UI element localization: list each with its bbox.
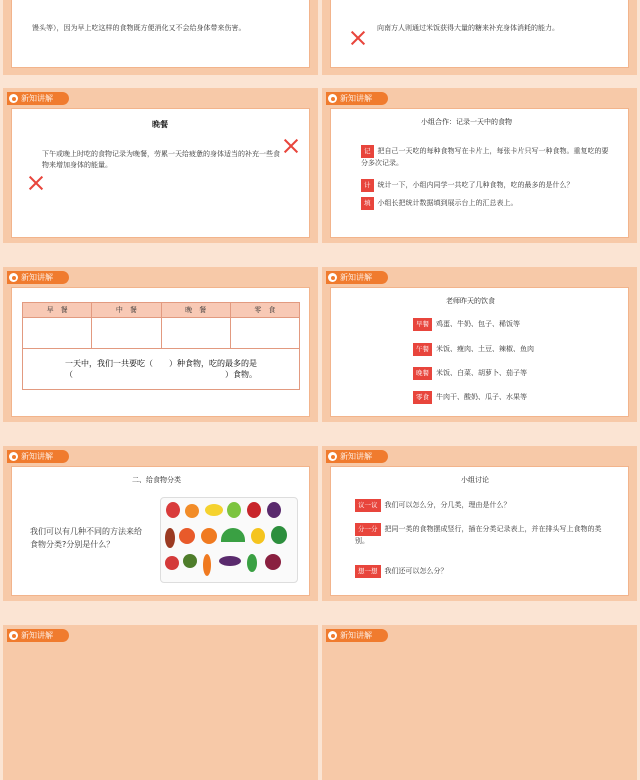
- section-header: 新知讲解: [326, 450, 388, 463]
- meal-question: 一天中，我们一共要吃（ ）种食物，吃的最多的是（ ）食物。: [23, 349, 300, 390]
- fruit-icon: [247, 554, 257, 572]
- fruit-icon: [267, 502, 281, 518]
- slide-teacher-diet: [322, 267, 637, 422]
- header-dot-icon: [328, 631, 337, 640]
- meal-header: 早 餐: [23, 303, 92, 318]
- decor-icon: [27, 174, 45, 192]
- section-header: 新知讲解: [326, 629, 388, 642]
- header-dot-icon: [9, 631, 18, 640]
- slide-bottom-left: [3, 625, 318, 780]
- discuss-item: 想一想 我们还可以怎么分？: [355, 565, 610, 578]
- section-header: 新知讲解: [7, 271, 69, 284]
- fruit-icon: [203, 554, 211, 576]
- section-header: 新知讲解: [326, 92, 388, 105]
- fruit-icon: [185, 504, 199, 518]
- fruit-icon: [165, 556, 179, 570]
- slide-top-left: [3, 0, 318, 75]
- group-title: 小组合作：记录一天中的食物: [421, 118, 512, 126]
- fruit-icon: [265, 554, 281, 570]
- header-dot-icon: [9, 273, 18, 282]
- slide-bottom-right: [322, 625, 637, 780]
- slide-classify: [3, 446, 318, 601]
- meal-header: 晚 餐: [161, 303, 230, 318]
- header-dot-icon: [328, 452, 337, 461]
- decor-icon: [349, 29, 367, 47]
- diet-row: 晚餐 米饭、白菜、胡萝卜、茄子等: [413, 367, 527, 380]
- section-header: 新知讲解: [326, 271, 388, 284]
- meal-cell: [161, 318, 230, 349]
- header-dot-icon: [9, 452, 18, 461]
- fruit-icon: [165, 528, 175, 548]
- fruit-icon: [271, 526, 287, 544]
- dinner-body: 下午或晚上时吃的食物记录为晚餐，劳累一天给疲惫的身体适当的补充一些食物来增加身体的能量。: [42, 150, 280, 169]
- discuss-title: 小组讨论: [461, 476, 489, 484]
- fruit-icon: [247, 502, 261, 518]
- section-header: 新知讲解: [7, 450, 69, 463]
- teacher-title: 老师昨天的饮食: [446, 297, 495, 305]
- fruit-icon: [221, 528, 245, 542]
- decor-icon: [282, 137, 300, 155]
- diet-row: 早餐 鸡蛋、牛奶、包子、稀饭等: [413, 318, 520, 331]
- fruit-icon: [179, 528, 195, 544]
- fruit-icon: [183, 554, 197, 568]
- section-header: 新知讲解: [7, 92, 69, 105]
- discuss-item: 议一议 我们可以怎么分，分几类，理由是什么？: [355, 499, 610, 512]
- fruit-icon: [205, 504, 223, 516]
- vegetables-image: [160, 497, 298, 583]
- meal-header: 中 餐: [92, 303, 161, 318]
- diet-row: 午餐 米饭、瘦肉、土豆、辣椒、鱼肉: [413, 343, 534, 356]
- fruit-icon: [166, 502, 180, 518]
- group-item: 记 把自己一天吃的每种食物写在卡片上，每张卡片只写一种食物。重复吃的要分多次记录。: [361, 147, 609, 167]
- meal-header: 零 食: [230, 303, 299, 318]
- fruit-icon: [251, 528, 265, 544]
- meal-cell: [92, 318, 161, 349]
- discuss-item: 分一分 把同一类的食物摆成竖行，插在分类记录表上，并在排头写上食物的类别。: [355, 525, 602, 545]
- header-dot-icon: [9, 94, 18, 103]
- top-left-text: 馒头等），因为早上吃这样的食物既方便消化又不会给身体带来伤害。: [32, 24, 246, 32]
- meal-cell: [23, 318, 92, 349]
- meal-cell: [230, 318, 299, 349]
- classify-title: 二、给食物分类: [132, 476, 181, 484]
- meal-table: [22, 302, 300, 390]
- slide-group-work: [322, 88, 637, 243]
- slide-discuss: [322, 446, 637, 601]
- group-item: 填 小组长把统计数据填到展示台上的汇总表上。: [361, 197, 611, 210]
- slide-table: [3, 267, 318, 422]
- slide-dinner: [3, 88, 318, 243]
- fruit-icon: [219, 556, 241, 566]
- classify-question: 我们可以有几种不同的方法来给食物分类?分别是什么？: [30, 527, 142, 549]
- section-header: 新知讲解: [7, 629, 69, 642]
- header-dot-icon: [328, 273, 337, 282]
- fruit-icon: [227, 502, 241, 518]
- top-right-text: 向南方人则通过米饭获得大量的糖来补充身体消耗的能力。: [377, 24, 559, 32]
- header-dot-icon: [328, 94, 337, 103]
- group-item: 计 统计一下，小组内同学一共吃了几种食物，吃的最多的是什么？: [361, 179, 611, 192]
- slide-top-right: [322, 0, 637, 75]
- diet-row: 零食 牛肉干、酸奶、瓜子、水果等: [413, 391, 527, 404]
- dinner-title: 晚餐: [152, 120, 168, 129]
- fruit-icon: [201, 528, 217, 544]
